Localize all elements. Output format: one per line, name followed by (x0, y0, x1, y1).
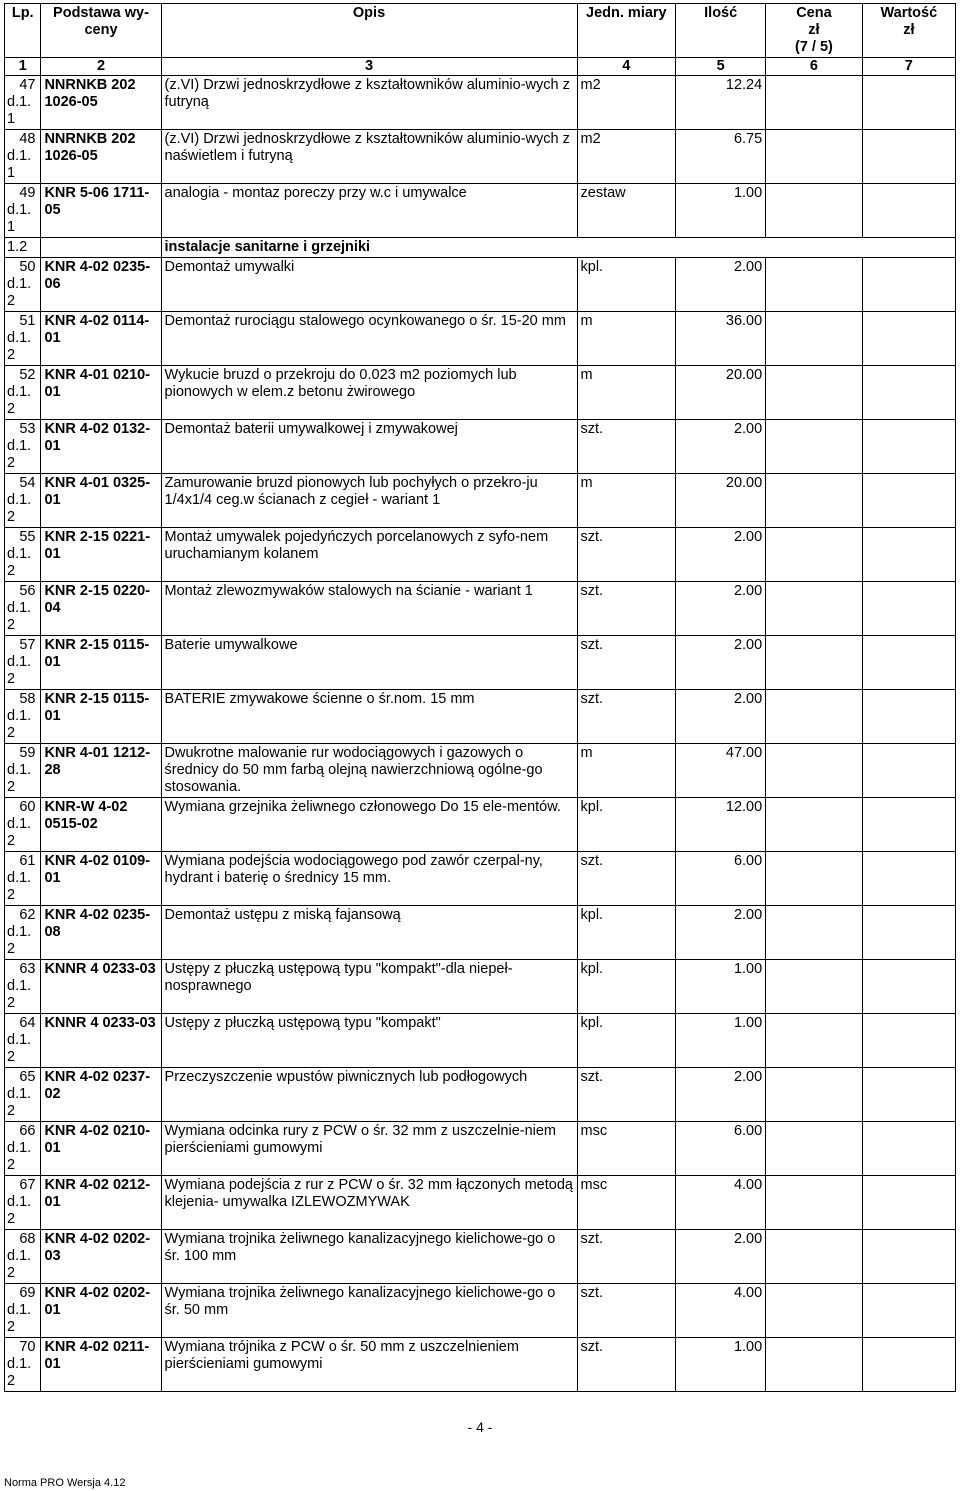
row-lp (5, 184, 41, 238)
row-ilosc: 12.00 (676, 798, 766, 852)
row-jedn: szt. (577, 1230, 676, 1284)
row-ilosc: 12.24 (676, 76, 766, 130)
table-row (5, 1230, 956, 1284)
section-title: instalacje sanitarne i grzejniki (161, 238, 955, 258)
row-ilosc: 2.00 (676, 420, 766, 474)
row-opis: Demontaż ustępu z miską fajansową (161, 906, 577, 960)
row-lp (5, 420, 41, 474)
row-jedn: kpl. (577, 960, 676, 1014)
row-opis: Baterie umywalkowe (161, 636, 577, 690)
colnum-7: 7 (862, 58, 955, 76)
row-lp (5, 1176, 41, 1230)
row-cena (766, 312, 862, 366)
row-podstawa: KNR 4-02 0109-01 (41, 852, 161, 906)
table-row (5, 1014, 956, 1068)
row-ilosc: 6.00 (676, 1122, 766, 1176)
row-opis: BATERIE zmywakowe ścienne o śr.nom. 15 mm (161, 690, 577, 744)
row-wartosc (862, 744, 955, 798)
table-row (5, 744, 956, 798)
row-lp-part-2: d.1. (7, 94, 32, 110)
row-opis: Wymiana trojnika żeliwnego kanalizacyjnego kielichowe-go o śr. 100 mm (161, 1230, 577, 1284)
row-lp-part-1: 47 (19, 77, 36, 93)
row-lp-part-1: 60 (19, 799, 36, 815)
row-lp (5, 906, 41, 960)
row-cena (766, 744, 862, 798)
row-lp (5, 130, 41, 184)
row-cena (766, 474, 862, 528)
row-cena (766, 1068, 862, 1122)
row-podstawa: KNR 4-02 0202-01 (41, 1284, 161, 1338)
row-lp-part-2: d.1. (7, 492, 32, 508)
row-lp-part-1: 52 (19, 367, 36, 383)
row-lp-part-3: 2 (7, 1103, 16, 1119)
section-row (5, 238, 956, 258)
row-lp-part-2: d.1. (7, 762, 32, 778)
row-lp-part-3: 2 (7, 833, 16, 849)
row-cena (766, 636, 862, 690)
header-podstawa: Podstawa wy-ceny (41, 4, 161, 58)
row-lp-part-2: d.1. (7, 1032, 32, 1048)
row-wartosc (862, 1068, 955, 1122)
row-wartosc (862, 184, 955, 238)
row-jedn: kpl. (577, 798, 676, 852)
row-lp-part-1: 61 (19, 853, 36, 869)
row-podstawa: KNR 2-15 0115-01 (41, 690, 161, 744)
table-row (5, 1068, 956, 1122)
row-lp-part-2: d.1. (7, 1302, 32, 1318)
row-jedn: szt. (577, 1338, 676, 1392)
row-jedn: msc (577, 1176, 676, 1230)
row-lp-part-1: 48 (19, 131, 36, 147)
row-podstawa: KNR 4-02 0235-08 (41, 906, 161, 960)
row-lp (5, 690, 41, 744)
row-jedn: szt. (577, 528, 676, 582)
row-lp-part-2: d.1. (7, 384, 32, 400)
row-opis: Demontaż baterii umywalkowej i zmywakowej (161, 420, 577, 474)
header-cena: Cena zł (7 / 5) (766, 4, 862, 58)
row-lp-part-2: d.1. (7, 1140, 32, 1156)
row-lp-part-3: 2 (7, 941, 16, 957)
row-lp-part-1: 51 (19, 313, 36, 329)
row-wartosc (862, 1338, 955, 1392)
row-podstawa: KNR 4-01 1212-28 (41, 744, 161, 798)
row-opis: Przeczyszczenie wpustów piwnicznych lub podłogowych (161, 1068, 577, 1122)
row-lp (5, 76, 41, 130)
row-cena (766, 798, 862, 852)
row-ilosc: 1.00 (676, 1014, 766, 1068)
row-podstawa: KNR 4-02 0211-01 (41, 1338, 161, 1392)
row-opis: Wykucie bruzd o przekroju do 0.023 m2 poziomych lub pionowych w elem.z betonu żwirowego (161, 366, 577, 420)
row-cena (766, 690, 862, 744)
row-podstawa: KNR 2-15 0221-01 (41, 528, 161, 582)
row-cena (766, 1230, 862, 1284)
row-opis: Wymiana grzejnika żeliwnego członowego Do 15 ele-mentów. (161, 798, 577, 852)
row-jedn: szt. (577, 1068, 676, 1122)
row-cena (766, 1176, 862, 1230)
row-lp-part-1: 59 (19, 745, 36, 761)
row-ilosc: 20.00 (676, 474, 766, 528)
row-cena (766, 1122, 862, 1176)
row-ilosc: 2.00 (676, 906, 766, 960)
row-ilosc: 1.00 (676, 184, 766, 238)
row-lp (5, 312, 41, 366)
row-cena (766, 76, 862, 130)
row-lp-part-2: d.1. (7, 438, 32, 454)
row-wartosc (862, 130, 955, 184)
table-row (5, 798, 956, 852)
colnum-1: 1 (5, 58, 41, 76)
row-cena (766, 1284, 862, 1338)
row-opis: Wymiana trojnika żeliwnego kanalizacyjnego kielichowe-go o śr. 50 mm (161, 1284, 577, 1338)
row-lp-part-2: d.1. (7, 276, 32, 292)
row-podstawa: KNNR 4 0233-03 (41, 1014, 161, 1068)
colnum-2: 2 (41, 58, 161, 76)
row-lp-part-2: d.1. (7, 330, 32, 346)
table-row (5, 690, 956, 744)
row-lp-part-3: 2 (7, 293, 16, 309)
row-lp (5, 636, 41, 690)
row-lp-part-2: d.1. (7, 708, 32, 724)
row-lp (5, 798, 41, 852)
cost-estimate-table (4, 3, 956, 1392)
table-row (5, 130, 956, 184)
row-lp-part-1: 54 (19, 475, 36, 491)
row-jedn: szt. (577, 690, 676, 744)
row-lp-part-2: d.1. (7, 1248, 32, 1264)
row-lp-part-2: d.1. (7, 148, 32, 164)
row-lp-part-3: 2 (7, 1211, 16, 1227)
row-lp-part-3: 2 (7, 347, 16, 363)
row-podstawa: KNR 4-02 0132-01 (41, 420, 161, 474)
row-cena (766, 184, 862, 238)
row-opis: (z.VI) Drzwi jednoskrzydłowe z kształtowników aluminio-wych z naświetlem i futryną (161, 130, 577, 184)
row-opis: Wymiana podejścia z rur z PCW o śr. 32 mm łączonych metodą klejenia- umywalka IZLEWOZMYWAK (161, 1176, 577, 1230)
row-lp-part-1: 58 (19, 691, 36, 707)
row-opis: Demontaż umywalki (161, 258, 577, 312)
row-jedn: kpl. (577, 906, 676, 960)
row-ilosc: 2.00 (676, 528, 766, 582)
row-wartosc (862, 852, 955, 906)
row-ilosc: 6.75 (676, 130, 766, 184)
colnum-4: 4 (577, 58, 676, 76)
row-lp: 1.2 (5, 238, 41, 258)
row-lp-part-3: 2 (7, 509, 16, 525)
row-jedn: szt. (577, 420, 676, 474)
table-row (5, 528, 956, 582)
table-row (5, 184, 956, 238)
row-opis: Wymiana odcinka rury z PCW o śr. 32 mm z uszczelnie-niem pierścieniami gumowymi (161, 1122, 577, 1176)
row-lp-part-1: 57 (19, 637, 36, 653)
row-wartosc (862, 1014, 955, 1068)
row-lp (5, 1068, 41, 1122)
row-podstawa: KNR 4-02 0114-01 (41, 312, 161, 366)
row-opis: Zamurowanie bruzd pionowych lub pochyłych o przekro-ju 1/4x1/4 ceg.w ścianach z cegieł - wariant 1 (161, 474, 577, 528)
row-ilosc: 4.00 (676, 1284, 766, 1338)
row-wartosc (862, 636, 955, 690)
row-lp-part-1: 50 (19, 259, 36, 275)
row-ilosc: 4.00 (676, 1176, 766, 1230)
row-lp-part-1: 63 (19, 961, 36, 977)
row-lp-part-1: 65 (19, 1069, 36, 1085)
row-lp-part-2: d.1. (7, 978, 32, 994)
row-lp-part-1: 55 (19, 529, 36, 545)
table-row (5, 960, 956, 1014)
row-wartosc (862, 1176, 955, 1230)
row-lp-part-3: 2 (7, 1265, 16, 1281)
row-wartosc (862, 960, 955, 1014)
row-jedn: szt. (577, 636, 676, 690)
row-wartosc (862, 906, 955, 960)
row-lp (5, 960, 41, 1014)
header-lp: Lp. (5, 4, 41, 58)
row-lp-part-3: 1 (7, 219, 16, 235)
row-ilosc: 2.00 (676, 690, 766, 744)
row-lp-part-3: 2 (7, 1049, 16, 1065)
row-ilosc: 20.00 (676, 366, 766, 420)
row-ilosc: 2.00 (676, 1068, 766, 1122)
row-cena (766, 906, 862, 960)
row-lp-part-3: 1 (7, 165, 16, 181)
row-lp (5, 1338, 41, 1392)
row-jedn: kpl. (577, 1014, 676, 1068)
row-wartosc (862, 312, 955, 366)
row-podstawa: KNR-W 4-02 0515-02 (41, 798, 161, 852)
row-lp (5, 852, 41, 906)
table-row (5, 1338, 956, 1392)
header-jedn: Jedn. miary (577, 4, 676, 58)
table-row (5, 420, 956, 474)
row-ilosc: 47.00 (676, 744, 766, 798)
row-ilosc: 1.00 (676, 1338, 766, 1392)
row-ilosc: 2.00 (676, 636, 766, 690)
table-body (5, 76, 956, 1392)
row-lp-part-3: 2 (7, 779, 16, 795)
row-jedn: m (577, 744, 676, 798)
row-lp-part-1: 68 (19, 1231, 36, 1247)
row-podstawa: KNR 5-06 1711-05 (41, 184, 161, 238)
row-wartosc (862, 366, 955, 420)
row-lp-part-2: d.1. (7, 924, 32, 940)
row-lp-part-3: 2 (7, 725, 16, 741)
row-cena (766, 420, 862, 474)
table-row (5, 1176, 956, 1230)
row-wartosc (862, 76, 955, 130)
footer-software-version: Norma PRO Wersja 4.12 (4, 1477, 126, 1489)
row-jedn: kpl. (577, 258, 676, 312)
row-cena (766, 258, 862, 312)
row-cena (766, 1338, 862, 1392)
row-lp-part-1: 64 (19, 1015, 36, 1031)
row-podstawa: KNR 4-01 0210-01 (41, 366, 161, 420)
row-ilosc: 2.00 (676, 258, 766, 312)
table-row (5, 258, 956, 312)
row-opis: Dwukrotne malowanie rur wodociągowych i gazowych o średnicy do 50 mm farbą olejną nawierzchniową ogólne-go stosowania. (161, 744, 577, 798)
row-jedn: m (577, 366, 676, 420)
row-jedn: szt. (577, 582, 676, 636)
row-lp-part-1: 53 (19, 421, 36, 437)
table-row (5, 906, 956, 960)
row-lp-part-1: 70 (19, 1339, 36, 1355)
row-podstawa: KNNR 4 0233-03 (41, 960, 161, 1014)
table-row (5, 852, 956, 906)
row-wartosc (862, 690, 955, 744)
row-cena (766, 960, 862, 1014)
row-opis: Ustępy z płuczką ustępową typu "kompakt" (161, 1014, 577, 1068)
colnum-3: 3 (161, 58, 577, 76)
row-wartosc (862, 420, 955, 474)
row-lp-part-3: 2 (7, 887, 16, 903)
row-lp (5, 528, 41, 582)
row-jedn: m2 (577, 130, 676, 184)
row-wartosc (862, 1122, 955, 1176)
row-lp-part-3: 2 (7, 455, 16, 471)
row-podstawa: KNR 4-01 0325-01 (41, 474, 161, 528)
table-row (5, 636, 956, 690)
row-jedn: szt. (577, 1284, 676, 1338)
row-lp-part-1: 66 (19, 1123, 36, 1139)
row-wartosc (862, 258, 955, 312)
row-jedn: m (577, 474, 676, 528)
row-lp-part-2: d.1. (7, 654, 32, 670)
row-lp-part-3: 2 (7, 671, 16, 687)
page-number: - 4 - (467, 1419, 493, 1435)
row-wartosc (862, 1230, 955, 1284)
row-lp (5, 744, 41, 798)
row-wartosc (862, 528, 955, 582)
row-lp (5, 1230, 41, 1284)
row-podstawa: KNR 2-15 0115-01 (41, 636, 161, 690)
row-podstawa: KNR 4-02 0237-02 (41, 1068, 161, 1122)
row-lp-part-2: d.1. (7, 600, 32, 616)
row-lp-part-1: 67 (19, 1177, 36, 1193)
row-lp-part-2: d.1. (7, 1194, 32, 1210)
row-opis: analogia - montaz poreczy przy w.c i umywalce (161, 184, 577, 238)
row-podstawa: KNR 4-02 0202-03 (41, 1230, 161, 1284)
row-lp (5, 582, 41, 636)
row-lp-part-1: 49 (19, 185, 36, 201)
row-jedn: szt. (577, 852, 676, 906)
row-ilosc: 1.00 (676, 960, 766, 1014)
row-wartosc (862, 798, 955, 852)
row-podstawa: KNR 4-02 0212-01 (41, 1176, 161, 1230)
header-wartosc: Wartość zł (862, 4, 955, 58)
row-lp (5, 258, 41, 312)
row-cena (766, 366, 862, 420)
table-row (5, 366, 956, 420)
row-cena (766, 1014, 862, 1068)
row-opis: Montaż umywalek pojedyńczych porcelanowych z syfo-nem uruchamianym kolanem (161, 528, 577, 582)
row-opis: Montaż zlewozmywaków stalowych na ścianie - wariant 1 (161, 582, 577, 636)
row-podstawa: KNR 4-02 0235-06 (41, 258, 161, 312)
row-lp-part-2: d.1. (7, 816, 32, 832)
row-cena (766, 852, 862, 906)
row-wartosc (862, 582, 955, 636)
row-lp (5, 1122, 41, 1176)
row-lp-part-3: 2 (7, 617, 16, 633)
header-ilosc: Ilość (676, 4, 766, 58)
row-podstawa: KNR 2-15 0220-04 (41, 582, 161, 636)
row-opis: Ustępy z płuczką ustępową typu "kompakt"-dla niepeł-nosprawnego (161, 960, 577, 1014)
row-lp (5, 366, 41, 420)
row-podstawa: KNR 4-02 0210-01 (41, 1122, 161, 1176)
row-lp-part-3: 2 (7, 1157, 16, 1173)
row-lp-part-2: d.1. (7, 546, 32, 562)
colnum-5: 5 (676, 58, 766, 76)
row-ilosc: 2.00 (676, 582, 766, 636)
row-lp-part-2: d.1. (7, 202, 32, 218)
row-lp-part-3: 2 (7, 995, 16, 1011)
row-lp-part-1: 62 (19, 907, 36, 923)
row-lp (5, 1284, 41, 1338)
row-opis: Demontaż rurociągu stalowego ocynkowanego o śr. 15-20 mm (161, 312, 577, 366)
row-opis: (z.VI) Drzwi jednoskrzydłowe z kształtowników aluminio-wych z futryną (161, 76, 577, 130)
table-row (5, 312, 956, 366)
table-row (5, 76, 956, 130)
row-lp-part-3: 2 (7, 401, 16, 417)
row-opis: Wymiana podejścia wodociągowego pod zawór czerpal-ny, hydrant i baterię o średnicy 15 mm. (161, 852, 577, 906)
row-cena (766, 528, 862, 582)
row-podstawa: NNRNKB 202 1026-05 (41, 76, 161, 130)
row-ilosc: 6.00 (676, 852, 766, 906)
row-cena (766, 582, 862, 636)
row-lp-part-2: d.1. (7, 1086, 32, 1102)
row-lp-part-2: d.1. (7, 870, 32, 886)
row-lp-part-3: 2 (7, 1373, 16, 1389)
header-opis: Opis (161, 4, 577, 58)
row-lp (5, 1014, 41, 1068)
row-lp-part-3: 2 (7, 563, 16, 579)
table-row (5, 474, 956, 528)
row-podstawa (41, 238, 161, 258)
row-lp-part-1: 69 (19, 1285, 36, 1301)
table-row (5, 1122, 956, 1176)
row-jedn: m2 (577, 76, 676, 130)
row-wartosc (862, 474, 955, 528)
row-cena (766, 130, 862, 184)
row-lp (5, 474, 41, 528)
row-ilosc: 2.00 (676, 1230, 766, 1284)
colnum-6: 6 (766, 58, 862, 76)
row-lp-part-3: 2 (7, 1319, 16, 1335)
row-jedn: msc (577, 1122, 676, 1176)
row-jedn: m (577, 312, 676, 366)
row-lp-part-2: d.1. (7, 1356, 32, 1372)
row-jedn: zestaw (577, 184, 676, 238)
table-row (5, 582, 956, 636)
row-podstawa: NNRNKB 202 1026-05 (41, 130, 161, 184)
row-opis: Wymiana trójnika z PCW o śr. 50 mm z uszczelnieniem pierścieniami gumowymi (161, 1338, 577, 1392)
row-wartosc (862, 1284, 955, 1338)
row-lp-part-3: 1 (7, 111, 16, 127)
row-ilosc: 36.00 (676, 312, 766, 366)
row-lp-part-1: 56 (19, 583, 36, 599)
table-row (5, 1284, 956, 1338)
